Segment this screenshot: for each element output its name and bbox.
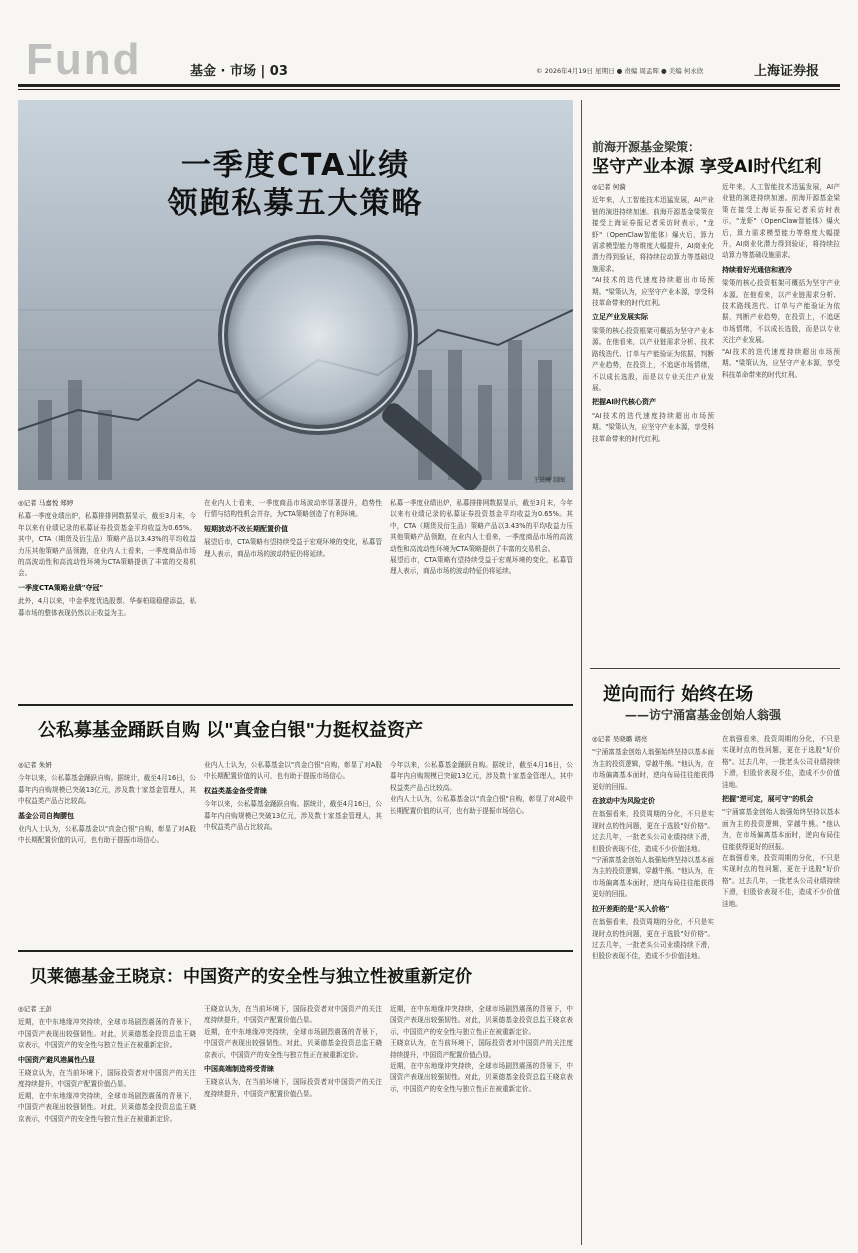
story-divider (590, 668, 840, 669)
lead-photo (18, 100, 573, 490)
story-divider (18, 950, 573, 952)
story5-byline: ◎记者 王彭 (18, 1005, 52, 1013)
story5-headline: 贝莱德基金王晓京：中国资产的安全性与独立性被重新定价 (30, 967, 472, 987)
story2-paragraph: 梁策的核心投资框架可概括为坚守产业本源。在他看来，以产业链需求分析、技术路线迭代、订单与产能验证为依据，判断产业趋势，在投资上，不追逐市场情绪，不以成长选股，而是以专业关注产业发展。 (592, 326, 714, 392)
column-divider (581, 100, 582, 1245)
lead-headline-line1: 一季度CTA业绩 (180, 148, 411, 183)
lead-subhead: 一季度CTA策略业绩"夺冠" (18, 583, 104, 592)
story2-subhead: 持续看好光通信和液冷 (722, 265, 792, 274)
story2-paragraph: 近年来，人工智能技术迅猛发展，AI产业链的演进持续加速。前海开源基金梁策在接受上海证券报记者采访时表示，"龙虾"（OpenClaw智能体）爆火后，算力需求模型能力等维度大幅提升，AI商业化潜力得到验证，将持续拉动算力等基础设施需求。 (722, 183, 840, 260)
story-divider (18, 704, 573, 706)
story5-paragraph: 王晓京认为，在当前环境下，国际投资者对中国资产的关注度持续提升，中国资产配置价值凸显。 (18, 1069, 196, 1089)
story2-paragraph: "AI技术的迭代速度持续超出市场预期。"梁策认为，应坚守产业本源，享受科技革命带来的时代红利。 (722, 347, 840, 379)
story5-paragraph: 近期，在中东地缘冲突持续，全球市场剧烈震荡的背景下，中国资产表现出较强韧性。对此，贝莱德基金投资总监王晓京表示，中国资产的安全性与独立性正在被重新定价。 (18, 1091, 196, 1123)
story4-headline: 公私募基金踊跃自购 以"真金白银"力挺权益资产 (38, 720, 424, 741)
lead-col-3 (390, 498, 573, 648)
lead-col-2 (204, 498, 382, 648)
masthead-rule-thin (18, 89, 840, 90)
lead-paragraph: 在业内人士看来，一季度商品市场波动率显著提升，趋势性行情与结构性机会并存，为CTA策略创造了有利环境。 (204, 499, 382, 519)
story4-paragraph: 今年以来，公私募基金踊跃自购。据统计，截至4月16日，公募年内自购规模已突破13亿元，涉及数十家基金管理人，其中权益类产品占比较高。 (204, 800, 382, 832)
story3-paragraph: 在翁强看来，投资周期的分化，不只是实现时点的性问题，更在于选股"好价格"。过去几年，一批老头公司业绩持续下滑，但股价表现不佳，造成不少价值洼地。 (722, 735, 840, 789)
story5-col-1 (18, 1004, 196, 1244)
lead-subhead: 短期波动不改长期配置价值 (204, 524, 288, 533)
story4-paragraph: 今年以来，公私募基金踊跃自购。据统计，截至4月16日，公募年内自购规模已突破13亿元，涉及数十家基金管理人，其中权益类产品占比较高。 (390, 761, 573, 792)
lead-paragraph: 私募一季度业绩出炉，私募排排网数据显示，截至3月末，今年以来有业绩记录的私募证券投资基金平均收益为0.65%。其中，CTA（期货及衍生品）策略产品以3.43%的平均收益力压其他策略产品领跑，在业内人士看来，一季度商品市场的高波动性和高流动性环境为CTA策略提供了丰富的交易机会。 (18, 512, 196, 578)
story2-paragraph: 梁策的核心投资框架可概括为坚守产业本源。在他看来，以产业链需求分析、技术路线迭代、订单与产能验证为依据，判断产业趋势，在投资上，不追逐市场情绪，不以成长选股，而是以专业关注产业发展。 (722, 279, 840, 345)
lead-paragraph: 展望后市，CTA策略有望持续受益于宏观环境的变化，私募管理人表示，商品市场的波动特征仍将延续。 (390, 556, 573, 576)
story3-col-2 (722, 734, 840, 1244)
newspaper-name: 上海证券报 (754, 64, 820, 79)
story3-paragraph: "宁涌富基金创始人翁强始终坚持以基本面为主的投资逻辑，穿越牛熊。"他认为，在市场偏离基本面时，逆向布局往往能获得更好的回报。 (592, 748, 714, 791)
section-logo: Fund (26, 35, 142, 84)
lead-headline-line2: 领跑私募五大策略 (167, 186, 424, 221)
story5-paragraph: 近期，在中东地缘冲突持续，全球市场剧烈震荡的背景下，中国资产表现出较强韧性。对此，贝莱德基金投资总监王晓京表示，中国资产的安全性与独立性正在被重新定价。 (390, 1005, 573, 1036)
story3-paragraph: 在翁强看来，投资周期的分化，不只是实现时点的性问题，更在于选股"好价格"。过去几年，一批老头公司业绩持续下滑，但股价表现不佳，造成不少价值洼地。 (592, 918, 714, 961)
story5-subhead: 中国高端制造将受青睐 (204, 1065, 274, 1074)
story3-headline: 逆向而行 始终在场 (603, 684, 754, 705)
story2-col-1 (592, 182, 714, 662)
story3-subhead: 拉开差距的是"买入价格" (592, 904, 670, 913)
story4-subhead: 权益类基金备受青睐 (204, 786, 267, 795)
story4-subhead: 基金公司自掏腰包 (18, 811, 74, 820)
story4-col-3 (390, 760, 573, 940)
lead-col-1 (18, 498, 196, 648)
story5-paragraph: 王晓京认为，在当前环境下，国际投资者对中国资产的关注度持续提升，中国资产配置价值凸显。 (204, 1078, 382, 1098)
story2-byline: ◎记者 何漪 (592, 183, 626, 191)
story2-kicker: 前海开源基金梁策： (592, 140, 701, 154)
story5-paragraph: 王晓京认为，在当前环境下，国际投资者对中国资产的关注度持续提升，中国资产配置价值凸显。 (204, 1005, 382, 1025)
story3-paragraph: 在翁强看来，投资周期的分化，不只是实现时点的性问题，更在于选股"好价格"。过去几年，一批老头公司业绩持续下滑，但股价表现不佳，造成不少价值洼地。 (722, 854, 840, 908)
story2-paragraph: "AI技术的迭代速度持续超出市场预期。"梁策认为，应坚守产业本源，享受科技革命带来的时代红利。 (592, 276, 714, 308)
story3-paragraph: "宁涌富基金创始人翁强始终坚持以基本面为主的投资逻辑，穿越牛熊。"他认为，在市场偏离基本面时，逆向布局往往能获得更好的回报。 (592, 856, 714, 899)
story4-paragraph: 业内人士认为，公私募基金以"真金白银"自购，彰显了对A股中长期配置价值的认可，也有助于提振市场信心。 (18, 825, 196, 845)
story3-col-1 (592, 734, 714, 1244)
story2-subhead: 把握AI时代核心资产 (592, 398, 657, 407)
story2-col-2 (722, 182, 840, 662)
story4-byline: ◎记者 朱妍 (18, 761, 52, 769)
masthead-rule (18, 84, 840, 87)
story5-paragraph: 近期，在中东地缘冲突持续，全球市场剧烈震荡的背景下，中国资产表现出较强韧性。对此，贝莱德基金投资总监王晓京表示，中国资产的安全性与独立性正在被重新定价。 (390, 1062, 573, 1093)
masthead (0, 0, 858, 92)
story3-paragraph: "宁涌富基金创始人翁强始终坚持以基本面为主的投资逻辑，穿越牛熊。"他认为，在市场偏离基本面时，逆向布局往往能获得更好的回报。 (722, 808, 840, 851)
photo-credit: 王晨曦 制图 (533, 477, 565, 484)
story2-paragraph: 近年来，人工智能技术迅猛发展，AI产业链的演进持续加速。前海开源基金梁策在接受上海证券报记者采访时表示，"龙虾"（OpenClaw智能体）爆火后，算力需求模型能力等维度大幅提升，AI商业化潜力得到验证，将持续拉动算力等基础设施需求。 (592, 196, 714, 273)
lead-byline: ◎记者 马嘉悦 郑婷 (18, 499, 74, 507)
story4-col-2 (204, 760, 382, 940)
story3-byline: ◎记者 吴晓璐 胡亮 (592, 735, 648, 743)
story2-paragraph: "AI技术的迭代速度持续超出市场预期。"梁策认为，应坚守产业本源，享受科技革命带来的时代红利。 (592, 411, 714, 443)
story5-col-2 (204, 1004, 382, 1244)
story3-subhead: 把握"逆可定，展可守"的机会 (722, 795, 814, 804)
story2-subhead: 立足产业发展实际 (592, 313, 648, 322)
story5-subhead: 中国资产避风港属性凸显 (18, 1055, 95, 1064)
story4-paragraph: 业内人士认为，公私募基金以"真金白银"自购，彰显了对A股中长期配置价值的认可，也有助于提振市场信心。 (204, 761, 382, 781)
story3-subhead: 在波动中为风险定价 (592, 797, 655, 806)
story3-paragraph: 在翁强看来，投资周期的分化，不只是实现时点的性问题，更在于选股"好价格"。过去几年，一批老头公司业绩持续下滑，但股价表现不佳，造成不少价值洼地。 (592, 810, 714, 853)
lead-paragraph: 展望后市，CTA策略有望持续受益于宏观环境的变化，私募管理人表示，商品市场的波动特征仍将延续。 (204, 538, 382, 558)
story2-headline: 坚守产业本源 享受AI时代红利 (592, 157, 822, 177)
story3-subtitle: ——访宁涌富基金创始人翁强 (625, 708, 782, 722)
story5-paragraph: 近期，在中东地缘冲突持续，全球市场剧烈震荡的背景下，中国资产表现出较强韧性。对此，贝莱德基金投资总监王晓京表示，中国资产的安全性与独立性正在被重新定价。 (18, 1018, 196, 1050)
lead-paragraph: 私募一季度业绩出炉，私募排排网数据显示，截至3月末，今年以来有业绩记录的私募证券投资基金平均收益为0.65%。其中，CTA（期货及衍生品）策略产品以3.43%的平均收益力压其他策略产品领跑，在业内人士看来，一季度商品市场的高波动性和高流动性环境为CTA策略提供了丰富的交易机会。 (390, 499, 573, 553)
story5-paragraph: 王晓京认为，在当前环境下，国际投资者对中国资产的关注度持续提升，中国资产配置价值凸显。 (390, 1039, 573, 1059)
section-label: 基金 · 市场 | 03 (190, 64, 288, 79)
story4-paragraph: 今年以来，公私募基金踊跃自购。据统计，截至4月16日，公募年内自购规模已突破13亿元，涉及数十家基金管理人，其中权益类产品占比较高。 (18, 774, 196, 806)
story5-col-3 (390, 1004, 573, 1244)
story4-col-1 (18, 760, 196, 940)
story5-paragraph: 近期，在中东地缘冲突持续，全球市场剧烈震荡的背景下，中国资产表现出较强韧性。对此，贝莱德基金投资总监王晓京表示，中国资产的安全性与独立性正在被重新定价。 (204, 1027, 382, 1059)
lead-paragraph: 此外，4月以来，中金季度优选股票、华泰柏瑞稳健添益，私募市场的整体表现仍然以正收益为主。 (18, 597, 196, 617)
dateline: © 2026年4月19日 星期日 ● 责编 周孟晖 ● 美编 何永欣 (536, 67, 704, 75)
story4-paragraph: 业内人士认为，公私募基金以"真金白银"自购，彰显了对A股中长期配置价值的认可，也有助于提振市场信心。 (390, 795, 573, 815)
